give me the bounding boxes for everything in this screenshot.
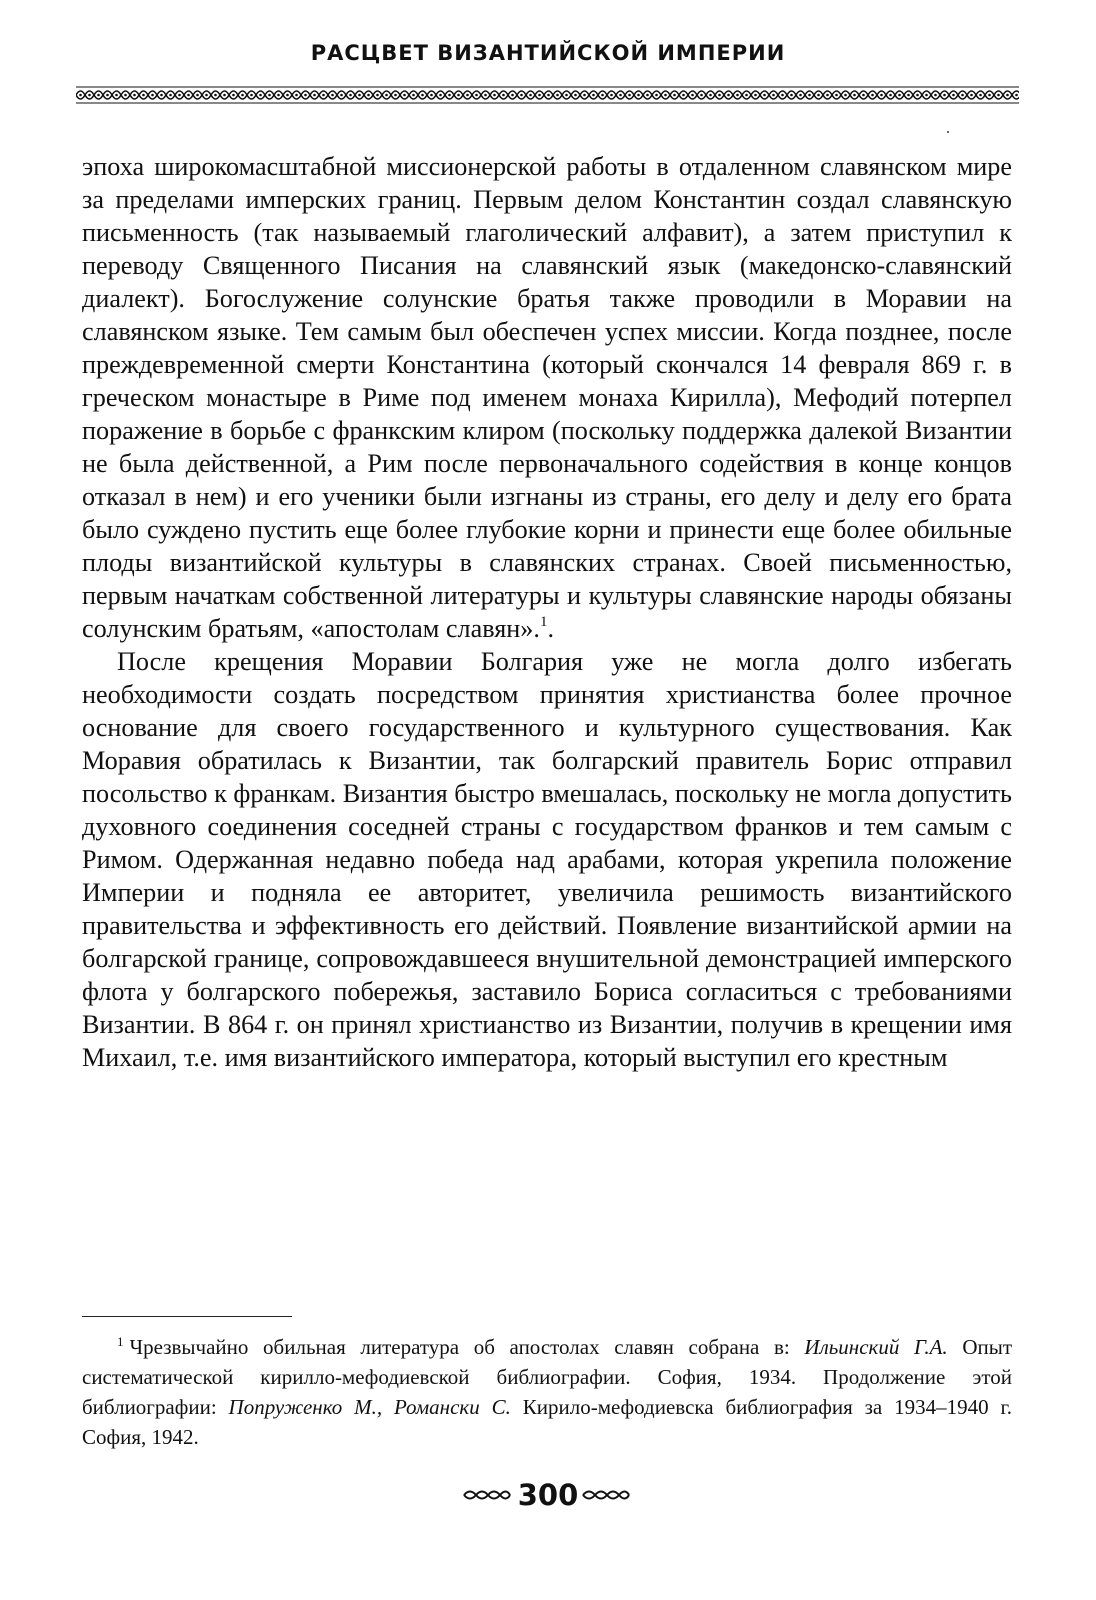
footnote-author: Ильинский Г.А. [804,1335,948,1359]
body-text [82,150,1012,1074]
paragraph: После крещения Моравии Болгария уже не могла долго избегать необходимости создать посредством принятия христианства более прочное основание для своего государственного и культурного существования. Как Моравия обратилась к Византии, так болгарский правитель Борис отправил посольство к франкам. Византия быстро вмешалась, поскольку не могла допустить духовного соединения соседней страны с государством франков и тем самым с Римом. Одержанная недавно победа над арабами, которая укрепила положение Империи и подняла ее авторитет, увеличила решимость византийского правительства и эффективность его действий. Появление византийской армии на болгарской границе, сопровождавшееся внушительной демонстрацией имперского флота у болгарского побережья, заставило Бориса согласиться с требованиями Византии. В 864 г. он принял христианство из Византии, получив в крещении имя Михаил, т.е. имя византийского императора, который выступил его крестным [82,647,1012,1072]
page-footer [0,1478,1096,1512]
footer-ornament-right-icon [581,1487,631,1503]
paragraph: эпоха широкомасштабной миссионерской работы в отдаленном славянском мире за пределами имперских границ. Первым делом Константин создал славянскую письменность (так называемый глаголический алфавит), а затем приступил к переводу Священного Писания на славянский язык (македонско-славянский диалект). Богослужение солунские братья также проводили в Моравии на славянском языке. Тем самым был обеспечен успех миссии. Когда позднее, после преждевременной смерти Константина (который скончался 14 февраля 869 г. в греческом монастыре в Риме под именем монаха Кирилла), Мефодий потерпел поражение в борьбе с франкским клиром (поскольку поддержка далекой Византии не была действенной, а Рим после первоначального содействия в конце концов отказал в нем) и его ученики были изгнаны из страны, его делу и делу его брата было суждено пустить еще более глубокие корни и принести еще более обильные плоды византийской культуры в славянских странах. Своей письменностью, первым начаткам собственной литературы и культуры славянские народы обязаны солунским братьям, «апостолам славян».$^1$. [82,152,1012,643]
footnote-reference[interactable]: 1 [539,614,548,630]
paragraph-text: эпоха широкомасштабной миссионерской работы в отдаленном славянском мире за пределами имперских границ. Первым делом Константин создал славянскую письменность (так называемый глаголический алфавит), а затем приступил к переводу Священного Писания на славянский язык (македонско-славянский диалект). Богослужение солунские братья также проводили в Моравии на славянском языке. Тем самым был обеспечен успех миссии. Когда позднее, после преждевременной смерти Константина (который скончался 14 февраля 869 г. в греческом монастыре в Риме под именем монаха Кирилла), Мефодий потерпел поражение в борьбе с франкским клиром (поскольку поддержка далекой Византии не была действенной, а Рим после первоначального содействия в конце концов отказал в нем) и его ученики были изгнаны из страны, его делу и делу его брата было суждено пустить еще более глубокие корни и принести еще более обильные плоды византийской культуры в славянских странах. Своей письменностью, первым начаткам собственной литературы и культуры славянские народы обязаны солунским братьям, «апостолам славян». [82,152,1012,643]
print-speck [947,131,949,133]
footnote-text: Чрезвычайно обильная литература об апостолах славян собрана в: [129,1335,805,1359]
footnote-separator [82,1316,292,1317]
ornamental-border [76,86,1019,104]
footnote-text: Опыт систематической кирилло-мефодиевской библиографии. София, 1934. Продолжение этой библиографии: [82,1335,1013,1419]
page-number: 300 [517,1478,579,1512]
footnote-author: Попруженко М., Романски С. [228,1395,511,1419]
footnote [82,1332,1012,1452]
footnote-paragraph [82,1332,1012,1452]
footnote-text: Кирило-мефодиевска библиография за 1934–1940 г. София, 1942. [82,1395,1012,1449]
running-header-title: РАСЦВЕТ ВИЗАНТИЙСКОЙ ИМПЕРИИ [310,41,786,65]
footnote-mark: 1 [117,1334,124,1349]
